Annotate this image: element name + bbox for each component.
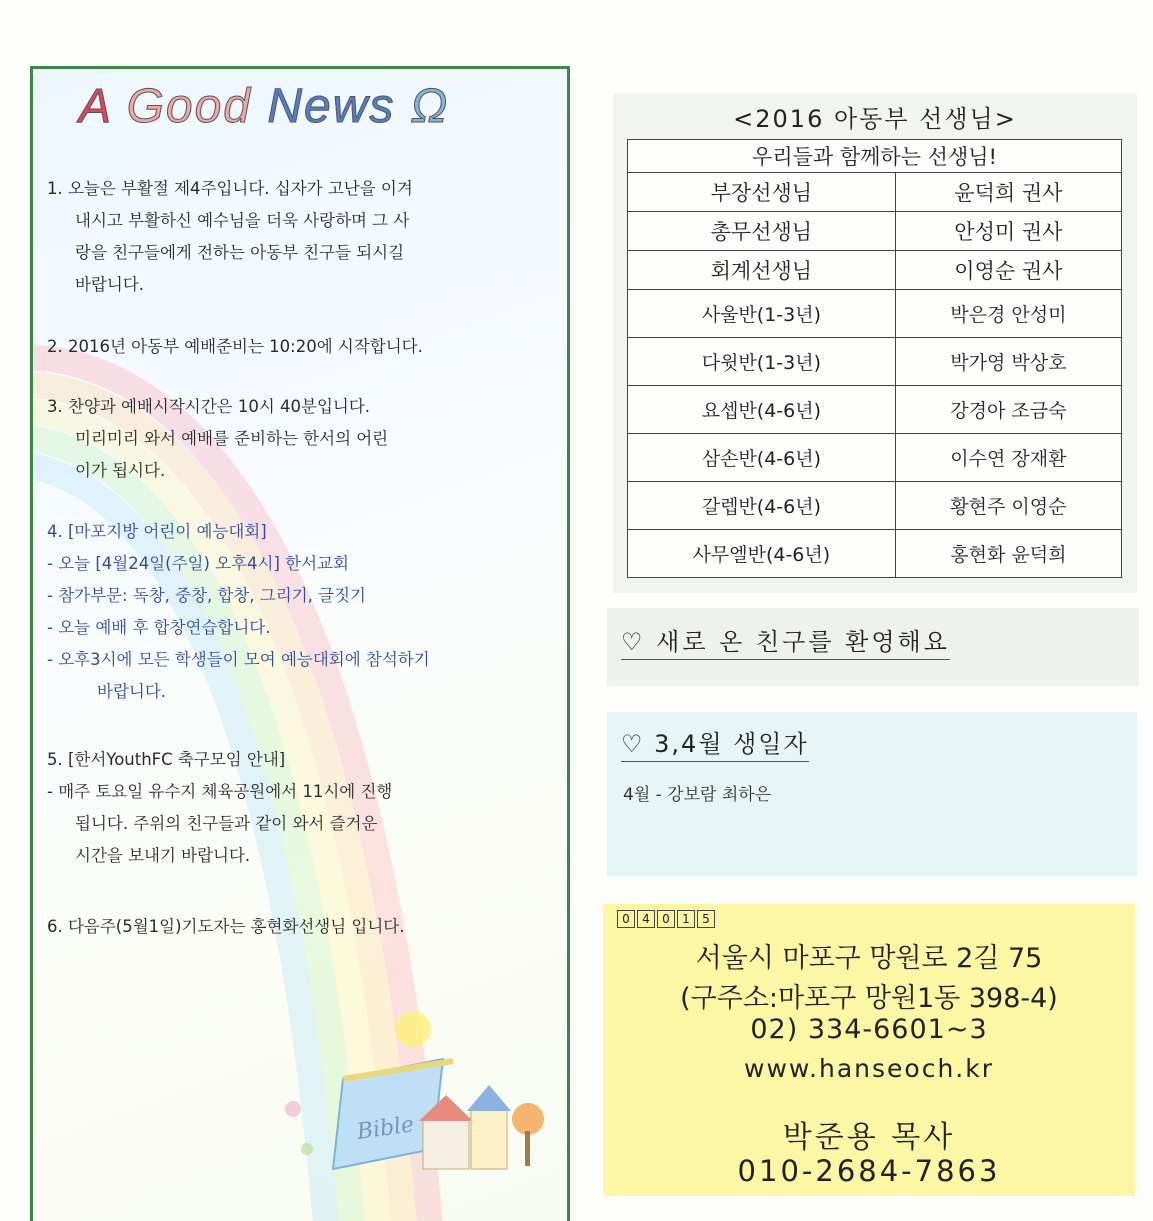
table-row (628, 212, 1122, 251)
news-bullet: - 오후3시에 모든 학생들이 모여 예능대회에 참석하기 (47, 650, 430, 669)
news-line: 바랍니다. (75, 275, 145, 294)
teacher-role: 삼손반(4-6년) (628, 434, 896, 482)
teacher-names: 박은경 안성미 (895, 290, 1121, 338)
bible-house-illustration (273, 999, 563, 1221)
table-row (628, 434, 1122, 482)
news-line: 내시고 부활하신 예수님을 더욱 사랑하며 그 사 (75, 211, 410, 230)
teacher-role: 갈렙반(4-6년) (628, 482, 896, 530)
news-line: 이가 됩시다. (75, 461, 166, 480)
news-line: 1. 오늘은 부활절 제4주입니다. 십자가 고난을 이겨 (47, 179, 413, 198)
zip-digit: 5 (697, 910, 715, 928)
teacher-names: 홍현화 윤덕희 (895, 530, 1121, 578)
teacher-names: 황현주 이영순 (895, 482, 1121, 530)
pastor-mobile: 010-2684-7863 (737, 1154, 1001, 1188)
teacher-role: 요셉반(4-6년) (628, 386, 896, 434)
birthday-section (607, 712, 1137, 877)
teacher-role: 다윗반(1-3년) (628, 338, 896, 386)
address: 서울시 마포구 망원로 2길 75 (695, 943, 1043, 974)
table-row (628, 338, 1122, 386)
teacher-section (613, 93, 1137, 593)
news-heading: 4. [마포지방 어린이 예능대회] (47, 522, 267, 541)
teacher-table (627, 139, 1122, 578)
newsletter-title (79, 79, 449, 134)
table-row (628, 530, 1122, 578)
postal-code (617, 910, 715, 928)
news-bullet: - 참가부문: 독창, 중창, 합창, 그리기, 글짓기 (47, 586, 366, 605)
news-item-2 (47, 331, 552, 363)
birthday-list: 4월 - 강보람 최하은 (623, 785, 772, 805)
news-line: 3. 찬양과 예배시작시간은 10시 40분입니다. (47, 397, 371, 416)
news-line: 2. 2016년 아동부 예배준비는 10:20에 시작합니다. (47, 337, 423, 356)
bible-label: Bible (355, 1112, 416, 1145)
news-line: 랑을 친구들에게 전하는 아동부 친구들 되시길 (75, 243, 405, 262)
news-item-4 (47, 516, 552, 708)
teacher-names: 박가영 박상호 (895, 338, 1121, 386)
news-line: 미리미리 와서 예배를 준비하는 한서의 어린 (75, 429, 389, 448)
title-omega-icon: Ω (410, 80, 450, 133)
teacher-role: 총무선생님 (628, 212, 896, 251)
zip-digit: 0 (657, 910, 675, 928)
teacher-role: 사무엘반(4-6년) (628, 530, 896, 578)
zip-digit: 4 (637, 910, 655, 928)
pastor-name: 박준용 목사 (782, 1120, 956, 1155)
teacher-section-title: <2016 아동부 선생님> (733, 105, 1017, 133)
news-bullet: 바랍니다. (97, 682, 167, 701)
website-link[interactable]: www.hanseoch.kr (744, 1054, 994, 1083)
zip-digit: 1 (677, 910, 695, 928)
birthday-title: ♡ 3,4월 생일자 (621, 724, 809, 762)
news-line: - 매주 토요일 유수지 체육공원에서 11시에 진행 (47, 782, 393, 801)
teacher-names: 강경아 조금숙 (895, 386, 1121, 434)
news-item-1 (47, 173, 552, 301)
teacher-names: 이수연 장재환 (895, 434, 1121, 482)
teacher-role: 사울반(1-3년) (628, 290, 896, 338)
teacher-role: 회계선생님 (628, 251, 896, 290)
table-row (628, 386, 1122, 434)
news-item-6 (47, 911, 552, 943)
zip-digit: 0 (617, 910, 635, 928)
table-row (628, 251, 1122, 290)
news-bullet: - 오늘 [4월24일(주일) 오후4시] 한서교회 (47, 554, 349, 573)
news-item-5 (47, 744, 552, 872)
news-item-3 (47, 391, 552, 487)
teacher-table-header: 우리들과 함께하는 선생님! (628, 140, 1122, 173)
news-line: 됩니다. 주위의 친구들과 같이 와서 즐거운 (75, 814, 378, 833)
news-line: 시간을 보내기 바랍니다. (75, 846, 251, 865)
title-word-good: Good (126, 80, 252, 133)
welcome-section (607, 608, 1139, 686)
table-row (628, 173, 1122, 212)
teacher-names: 윤덕희 권사 (895, 173, 1121, 212)
teacher-role: 부장선생님 (628, 173, 896, 212)
teacher-names: 안성미 권사 (895, 212, 1121, 251)
phone-number: 02) 334-6601~3 (750, 1014, 988, 1045)
teacher-names: 이영순 권사 (895, 251, 1121, 290)
title-word-news: News (267, 80, 396, 133)
news-bullet: - 오늘 예배 후 합창연습합니다. (47, 618, 271, 637)
welcome-title: ♡ 새로 온 친구를 환영해요 (621, 622, 950, 660)
table-row (628, 482, 1122, 530)
news-line: 6. 다음주(5월1일)기도자는 홍현화선생님 입니다. (47, 917, 405, 936)
news-heading: 5. [한서YouthFC 축구모임 안내] (47, 750, 286, 769)
table-row (628, 290, 1122, 338)
title-word-a: A (79, 80, 112, 133)
news-panel (30, 66, 570, 1221)
contact-section (603, 904, 1135, 1196)
old-address: (구주소:마포구 망원1동 398-4) (680, 983, 1058, 1014)
